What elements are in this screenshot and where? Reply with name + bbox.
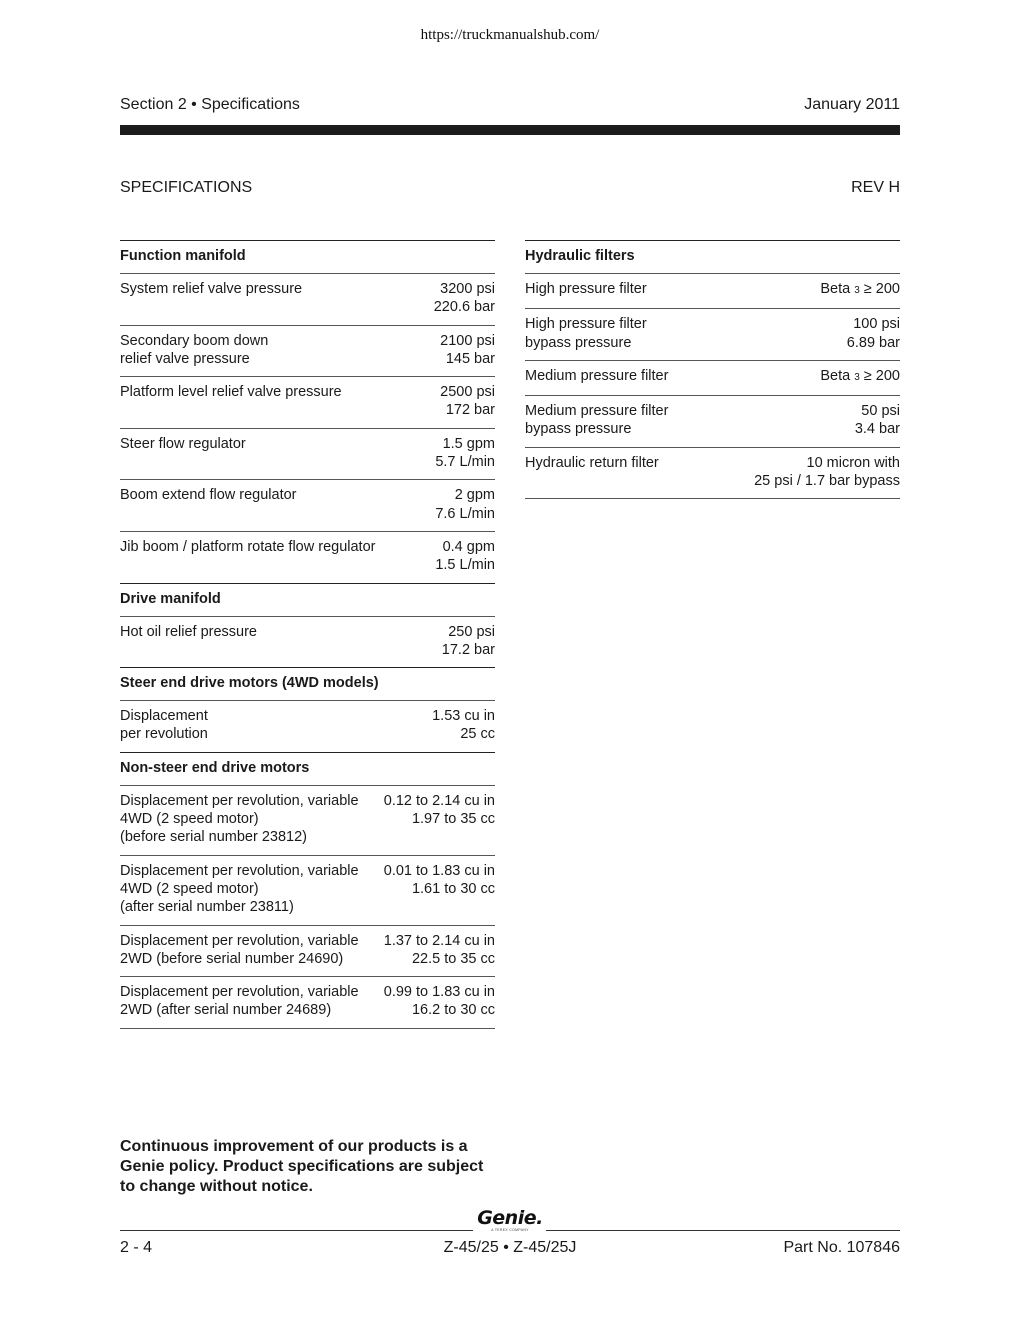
- spec-value: 1.5 gpm 5.7 L/min: [435, 435, 495, 471]
- spec-label: System relief valve pressure: [120, 281, 303, 297]
- spec-value: 10 micron with 25 psi / 1.7 bar bypass: [754, 454, 900, 490]
- group-heading-steer-end-motors: Steer end drive motors (4WD models): [120, 667, 495, 700]
- spec-value: 1.53 cu in 25 cc: [432, 708, 495, 743]
- spec-row: [120, 273, 495, 325]
- spec-label: Jib boom / platform rotate flow regulator: [120, 538, 376, 555]
- spec-row: [525, 395, 900, 447]
- value-prefix: Beta: [820, 281, 855, 297]
- footer-rule-left: [120, 1230, 473, 1231]
- spec-row: [120, 855, 495, 925]
- spec-value: 50 psi 3.4 bar: [854, 403, 900, 438]
- spec-row: [525, 273, 900, 308]
- spec-label: High pressure filter bypass pressure: [525, 316, 647, 351]
- spec-value: 2100 psi 145 bar: [440, 332, 495, 367]
- spec-label: Platform level relief valve pressure: [120, 384, 342, 401]
- spec-row: [525, 360, 900, 395]
- spec-label: Steer flow regulator: [120, 435, 246, 452]
- section-header: Section 2 • Specifications: [120, 96, 300, 113]
- spec-value: 2 gpm 7.6 L/min: [435, 487, 495, 522]
- logo-wordmark: Genie.: [477, 1207, 543, 1229]
- footer-rule-right: [546, 1230, 900, 1231]
- spec-label: Displacement per revolution, variable 2WD (before serial number 24690): [120, 932, 359, 967]
- header-rule: [120, 125, 900, 135]
- left-spec-column: [120, 240, 495, 1029]
- spec-label: Displacement per revolution, variable 4WD (2 speed motor) (after serial number 23811): [120, 862, 359, 916]
- spec-row: [120, 785, 495, 855]
- spec-value: 1.37 to 2.14 cu in 22.5 to 35 cc: [383, 932, 495, 967]
- spec-value: 3200 psi 220.6 bar: [433, 281, 495, 316]
- revision-label: REV H: [851, 179, 900, 196]
- spec-value: 0.4 gpm 1.5 L/min: [435, 538, 495, 574]
- improvement-notice: Continuous improvement of our products is a Genie policy. Product specifications are subject to change without notice.: [120, 1138, 484, 1195]
- genie-logo: [476, 1208, 544, 1232]
- group-heading-function-manifold: Function manifold: [120, 240, 495, 273]
- spec-label: Medium pressure filter: [525, 367, 669, 384]
- spec-label: Hot oil relief pressure: [120, 623, 257, 640]
- value-prefix: Beta: [820, 367, 855, 384]
- spec-value: [820, 280, 900, 300]
- spec-value: 2500 psi 172 bar: [440, 384, 495, 419]
- group-heading-hydraulic-filters: Hydraulic filters: [525, 240, 900, 273]
- source-url[interactable]: https://truckmanualshub.com/: [420, 27, 600, 43]
- group-heading-drive-manifold: Drive manifold: [120, 583, 495, 616]
- spec-row: [120, 616, 495, 668]
- spec-label: Hydraulic return filter: [525, 454, 659, 471]
- spec-value: 0.12 to 2.14 cu in 1.97 to 35 cc: [383, 792, 495, 828]
- spec-row: [120, 479, 495, 531]
- page-title: SPECIFICATIONS: [120, 179, 253, 196]
- spec-value: 0.99 to 1.83 cu in 16.2 to 30 cc: [383, 984, 495, 1019]
- spec-label: Displacement per revolution: [120, 708, 208, 743]
- right-spec-column: [525, 240, 900, 499]
- spec-value: 0.01 to 1.83 cu in 1.61 to 30 cc: [383, 862, 495, 897]
- spec-row: [525, 447, 900, 499]
- value-subscript: 3: [854, 285, 860, 296]
- spec-row: [120, 700, 495, 752]
- spec-label: Boom extend flow regulator: [120, 487, 297, 504]
- spec-row: [120, 376, 495, 428]
- spec-row: [120, 531, 495, 583]
- spec-row: [120, 925, 495, 977]
- spec-row: [120, 428, 495, 480]
- spec-label: Displacement per revolution, variable 2WD (after serial number 24689): [120, 984, 359, 1019]
- logo-tagline: A TEREX COMPANY: [491, 1228, 529, 1232]
- spec-value: 250 psi 17.2 bar: [441, 623, 495, 658]
- value-suffix: ≥ 200: [859, 367, 900, 384]
- spec-label: Secondary boom down relief valve pressure: [120, 332, 269, 367]
- spec-label: High pressure filter: [525, 281, 647, 297]
- spec-label: Displacement per revolution, variable 4WD (2 speed motor) (before serial number 23812): [120, 792, 359, 846]
- spec-row: [120, 325, 495, 377]
- part-number: Part No. 107846: [783, 1239, 900, 1256]
- spec-value: 100 psi 6.89 bar: [846, 316, 900, 351]
- column-end-rule: [525, 498, 900, 499]
- column-end-rule: [120, 1028, 495, 1029]
- model-number: Z-45/25 • Z-45/25J: [443, 1239, 577, 1256]
- value-subscript: 3: [854, 371, 860, 383]
- spec-value: [820, 367, 900, 387]
- page-number: 2 - 4: [120, 1239, 153, 1256]
- header-date: January 2011: [804, 96, 900, 113]
- spec-label: Medium pressure filter bypass pressure: [525, 403, 669, 438]
- group-heading-non-steer-end-motors: Non-steer end drive motors: [120, 752, 495, 785]
- spec-row: [120, 976, 495, 1028]
- value-suffix: ≥ 200: [859, 281, 900, 297]
- spec-row: [525, 308, 900, 360]
